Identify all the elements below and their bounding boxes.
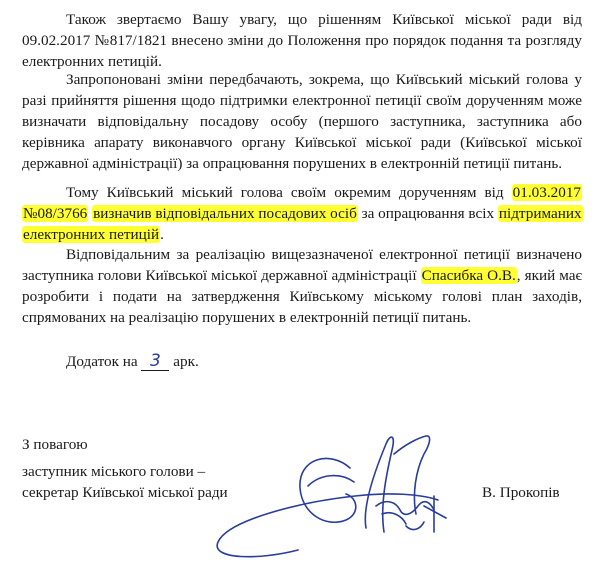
highlight-responsible-name: Спасибка О.В. [421,267,516,284]
highlight-assigned-officials: визначив відповідальних посадових осіб [93,205,357,222]
paragraph-responsible-person [22,244,582,328]
highlight-order-number: №08/3766 [23,205,88,222]
paragraph-amendments: Також звертаємо Вашу увагу, що рішенням Київської міської ради від 09.02.2017 №817/1821 внесено зміни до Положення про порядок подання та розгляду електронних петицій. [22,11,582,70]
order-text-part1: Тому Київський міський голова своїм окремим дорученням від [66,184,512,201]
attachment-suffix: арк. [169,353,199,370]
attachment-line [66,351,199,372]
responsible-text-part1: Відповідальним за реалізацію вищезазначеної електронної петиції визначено заступника голови Київської міської державної адміністрації [22,246,582,284]
responsible-text-part2: , який має розробити і подати на затвердження Київському міському голові план заходів, спрямованих на реалізацію порушених в електронній петиції питань. [22,267,582,326]
order-text-part4: за опрацювання всіх [357,205,498,222]
attachment-prefix: Додаток на [66,353,142,370]
signer-position-line1: заступник міського голови – [22,463,206,480]
closing-regards: З повагою [22,436,88,453]
highlight-supported-petitions: підтриманих електронних петицій [23,205,582,243]
highlight-order-date: 01.03.2017 [512,184,581,201]
signer-position-line2: секретар Київської міської ради [22,484,228,501]
order-text-part5: . [160,226,164,243]
paragraph-proposed-changes: Запропоновані зміни передбачають, зокрема, що Київський міський голова у разі прийняття рішення щодо підтримки електронної петиції своїм дорученням може визначати відповідальну посадову особу (першого заступника, заступника або керівника апарату виконавчого органу Київської міської ради (Київської міської державної адміністрації) за опрацювання порушених в електронній петиції питань. [22,71,582,172]
signer-name: В. Прокопів [482,484,560,501]
signature-icon [180,410,480,570]
attachment-page-count: 3 [141,353,169,371]
paragraph-mayor-order [22,182,582,245]
